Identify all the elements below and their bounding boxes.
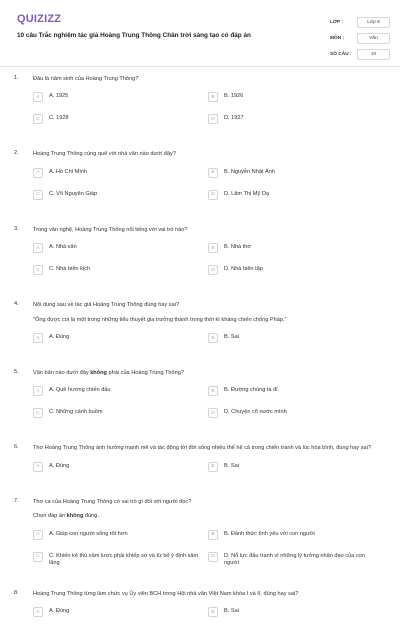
answer-option-b[interactable] [208, 93, 383, 106]
option-text: A. Đúng [49, 334, 70, 341]
quizizz-logo[interactable]: QUIZIZZ [17, 13, 62, 25]
question-2 [0, 150, 400, 212]
question-text-end: phải của Hoàng Trung Thông? [106, 370, 184, 377]
question-number: 2. [14, 150, 19, 157]
answer-options [33, 244, 383, 288]
answer-option-b[interactable] [208, 334, 383, 347]
answer-option-a[interactable] [33, 334, 208, 347]
question-text: Thơ ca của Hoàng Trung Thông có vai trò gì đối với người đọc? [33, 498, 192, 505]
option-letter-badge: D [208, 265, 218, 275]
question-8 [0, 590, 400, 630]
answer-option-c[interactable] [33, 409, 208, 422]
question-quote: "Ông được coi là một trong những tiểu thuyết gia trưởng thành trong thời kì kháng chiến chống Pháp." [33, 316, 287, 323]
option-letter-badge: C [33, 408, 43, 418]
answer-option-d[interactable] [208, 553, 383, 568]
answer-options [33, 608, 383, 630]
option-text: A. Đúng [49, 608, 70, 615]
instruction-emphasis: không [66, 513, 84, 520]
answer-options [33, 334, 383, 356]
option-text: D. Lâm Thị Mỹ Dạ [224, 190, 269, 197]
question-text-emphasis: không [90, 370, 107, 377]
answer-option-c[interactable] [33, 553, 208, 568]
question-text-start: Văn bản nào dưới đây [33, 370, 91, 377]
option-text: B. Đánh thức tình yêu với con người [224, 530, 315, 537]
question-instruction [33, 512, 383, 520]
question-number: 8. [14, 589, 19, 596]
option-letter-badge: B [208, 462, 218, 472]
option-text: A. Đúng [49, 462, 70, 469]
meta-label-subject: MÔN : [330, 35, 345, 41]
answer-option-a[interactable] [33, 93, 208, 106]
worksheet-header [0, 0, 400, 67]
answer-options [33, 531, 383, 577]
option-text: B. Nguyễn Nhật Ánh [224, 168, 275, 175]
question-3 [0, 226, 400, 288]
worksheet-meta [330, 14, 390, 62]
worksheet-title: 10 câu Trắc nghiệm tác giả Hoàng Trung Thông Chân trời sáng tạo có đáp án [17, 32, 251, 39]
question-5 [0, 369, 400, 431]
answer-option-a[interactable] [33, 463, 208, 476]
answer-options [33, 463, 383, 485]
option-text: B. Nhà thơ [224, 244, 251, 251]
question-text: Hoàng Trung Thông từng làm chức vụ Ủy viên BCH trong Hội nhà văn Việt Nam khóa I và II, đúng hay sai? [33, 590, 299, 597]
instruction-end: đúng. [83, 513, 99, 520]
question-text [33, 369, 383, 377]
option-text: B. Sai [224, 334, 239, 341]
meta-value-grade: Lớp 6 [357, 17, 390, 28]
option-text: B. 1926 [224, 93, 244, 100]
question-6 [0, 444, 400, 484]
answer-option-d[interactable] [208, 409, 383, 422]
option-text: C. 1928 [49, 115, 69, 122]
question-text: Thơ Hoàng Trung Thông ảnh hưởng mạnh mẽ và tác động tới đời sống nhiều thế hệ cả trong chiến tranh và lúc hòa bình, đúng hay sai? [33, 445, 371, 452]
question-text: Nội dung sau về tác giả Hoàng Trung Thông đúng hay sai? [33, 302, 180, 309]
question-number: 6. [14, 444, 19, 451]
meta-row-subject [330, 30, 390, 46]
option-text: A. 1925 [49, 93, 69, 100]
option-text: D. Nhà biên tập [224, 266, 263, 273]
option-letter-badge: B [208, 333, 218, 343]
answer-option-c[interactable] [33, 115, 208, 128]
option-letter-badge: D [208, 408, 218, 418]
option-letter-badge: A [33, 462, 43, 472]
option-letter-badge: B [208, 386, 218, 396]
option-text: A. Giúp con người sống tốt hơn [49, 530, 128, 537]
option-letter-badge: D [208, 114, 218, 124]
answer-option-b[interactable] [208, 387, 383, 400]
question-text: Hoàng Trung Thông cùng quê với nhà văn nào dưới đây? [33, 151, 176, 158]
option-text: C. Nhà biên kịch [49, 266, 91, 273]
option-letter-badge: C [33, 552, 43, 562]
option-letter-badge: C [33, 265, 43, 275]
option-text: D. 1927 [224, 115, 244, 122]
answer-options [33, 93, 383, 137]
option-text: B. Sai [224, 462, 239, 469]
option-text: A. Hồ Chí Minh [49, 168, 87, 175]
answer-option-b[interactable] [208, 169, 383, 182]
answer-option-a[interactable] [33, 531, 208, 544]
meta-row-grade [330, 14, 390, 30]
answer-option-b[interactable] [208, 531, 383, 544]
question-number: 7. [14, 497, 19, 504]
option-letter-badge: B [208, 243, 218, 253]
answer-option-b[interactable] [208, 463, 383, 476]
option-letter-badge: B [208, 530, 218, 540]
answer-option-a[interactable] [33, 169, 208, 182]
option-text: A. Quê hương chiến đấu [49, 387, 111, 394]
meta-value-count: 10 [357, 49, 390, 60]
option-letter-badge: D [208, 190, 218, 200]
answer-option-a[interactable] [33, 387, 208, 400]
question-text: Đâu là năm sinh của Hoàng Trung Thông? [33, 76, 139, 82]
answer-options [33, 387, 383, 431]
option-letter-badge: C [33, 190, 43, 200]
meta-row-count [330, 46, 390, 62]
meta-label-count: SỐ CÂU : [330, 51, 352, 57]
question-number: 4. [14, 301, 19, 308]
option-text: C. Những cánh buồm [49, 409, 103, 416]
option-letter-badge: B [208, 168, 218, 178]
option-letter-badge: B [208, 92, 218, 102]
answer-option-c[interactable] [33, 266, 208, 279]
instruction-start: Chọn đáp án [33, 513, 67, 520]
option-letter-badge: C [33, 114, 43, 124]
option-text: A. Nhà văn [49, 244, 77, 251]
option-letter-badge: A [33, 386, 43, 396]
option-letter-badge: A [33, 607, 43, 617]
question-4 [0, 301, 400, 356]
question-7 [0, 498, 400, 577]
option-text: C. Khiến kẻ thù xâm lược phải khiếp sợ và từ bỏ ý định xâm lăng [49, 552, 199, 567]
option-text: D. Chuyện cổ nước mình [224, 409, 287, 416]
meta-value-subject: Văn [357, 33, 390, 44]
option-letter-badge: A [33, 333, 43, 343]
answer-option-d[interactable] [208, 191, 383, 204]
answer-option-d[interactable] [208, 115, 383, 128]
answer-options [33, 169, 383, 213]
question-list [0, 75, 400, 643]
answer-option-b[interactable] [208, 244, 383, 257]
option-text: B. Sai [224, 608, 239, 615]
answer-option-d[interactable] [208, 266, 383, 279]
option-text: C. Võ Nguyên Giáp [49, 190, 98, 197]
question-text: Trong văn nghệ, Hoàng Trung Thông nổi tiếng với vai trò nào? [33, 226, 188, 233]
option-letter-badge: A [33, 92, 43, 102]
answer-option-a[interactable] [33, 244, 208, 257]
option-letter-badge: B [208, 607, 218, 617]
question-number: 5. [14, 369, 19, 376]
answer-option-c[interactable] [33, 191, 208, 204]
option-letter-badge: D [208, 552, 218, 562]
option-letter-badge: A [33, 243, 43, 253]
question-1 [0, 75, 400, 137]
option-text: D. Nỗ lực đấu tranh vì những lý tưởng nhân đạo của con người [224, 552, 365, 567]
option-letter-badge: A [33, 168, 43, 178]
question-number: 1. [14, 75, 19, 81]
answer-option-b[interactable] [208, 608, 383, 621]
answer-option-a[interactable] [33, 608, 208, 621]
option-text: B. Đường chúng ta đi [224, 387, 278, 394]
question-number: 3. [14, 225, 19, 232]
meta-label-grade: LỚP : [330, 19, 344, 25]
option-letter-badge: A [33, 530, 43, 540]
